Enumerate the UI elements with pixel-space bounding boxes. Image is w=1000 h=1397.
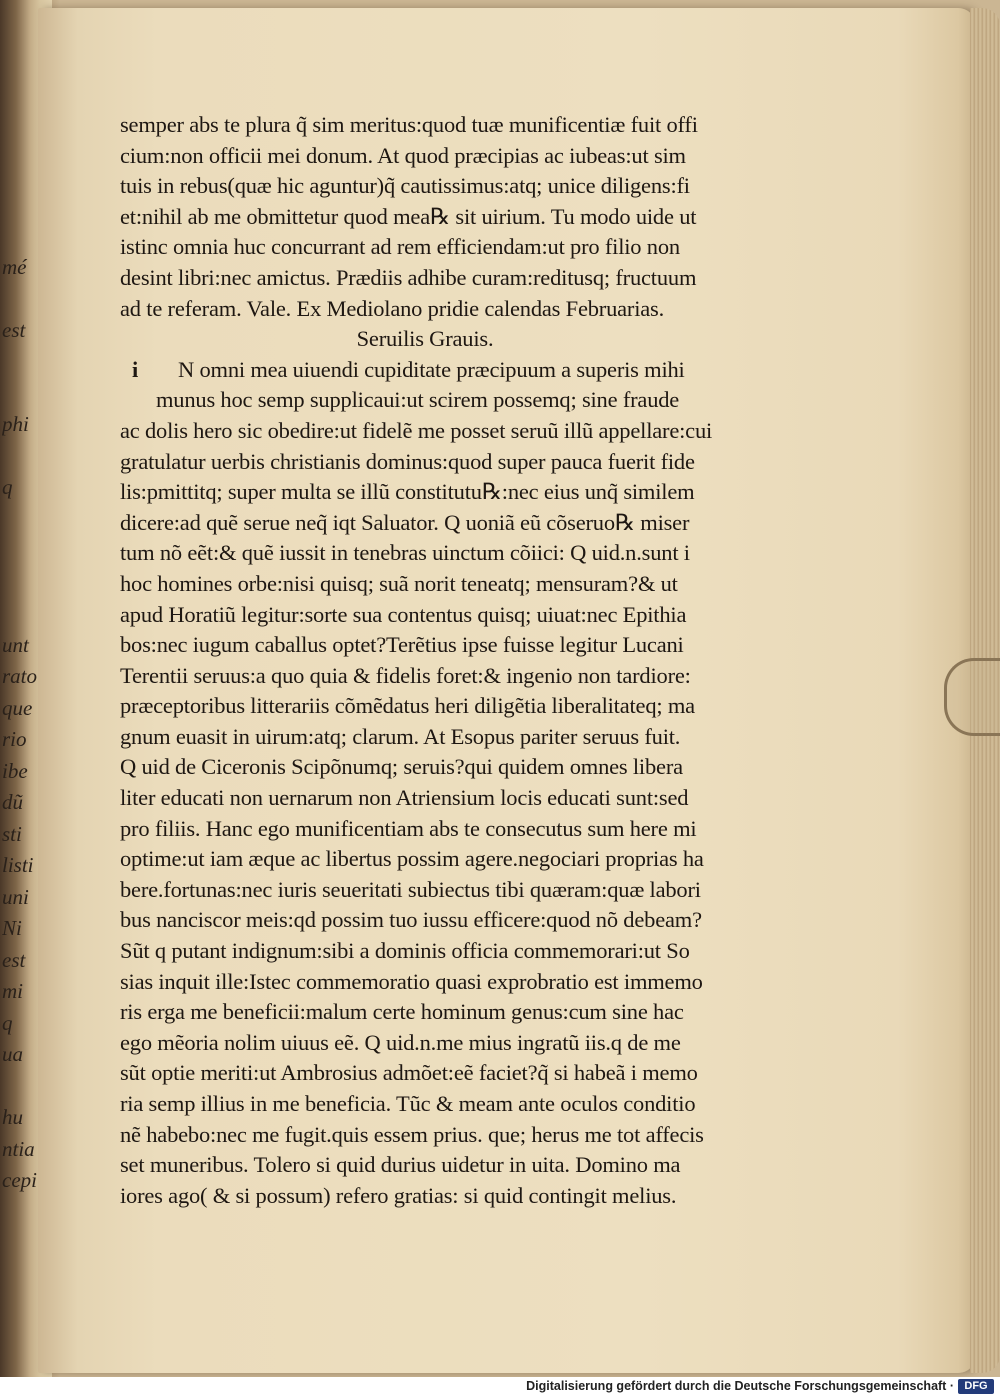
funding-credit: Digitalisierung gefördert durch die Deutsche Forschungsgemeinschaft · [526,1379,954,1393]
dfg-logo[interactable]: DFG [958,1379,994,1394]
text-line: optime:ut iam æque ac libertus possim agere.negociari proprias ha [120,846,704,872]
text-line: iores ago( & si possum) refero gratias: si quid contingit melius. [120,1182,677,1208]
text-line: set muneribus. Tolero si quid durius uidetur in uita. Domino ma [120,1152,681,1178]
text-line: munus hoc semp supplicaui:ut scirem possemq; sine fraude [156,387,680,413]
text-line: dicere:ad quẽ serue neq̃ iqt Saluator. Q uoniã eũ cõseruo℞ miser [120,509,690,535]
left-page-margin-text: mé est phi q unt rato que rio ibe dũ sti listi uni Ni est mi q ua hu ntia cepi [2,254,38,1192]
text-line: ris erga me beneficii:malum certe hominum genus:cum sine hac [120,999,684,1025]
text-line: lis:pmittitq; super multa se illũ constitutu℞:nec eius unq̃ similem [120,479,695,505]
text-line: Sũt q putant indignum:sibi a dominis officia commemorari:ut So [120,938,690,964]
text-line: apud Horatiũ legitur:sorte sua contentus quisq; uiuat:nec Epithia [120,601,687,627]
text-line: tum nõ eẽt:& quẽ iussit in tenebras uinctum cõiici: Q uid.n.sunt i [120,540,690,566]
page-text-block [120,110,770,1211]
text-line: semper abs te plura q̃ sim meritus:quod tuæ munificentiæ fuit offi [120,112,698,137]
text-line: gnum euasit in uirum:atq; clarum. At Esopus pariter seruus fuit. [120,723,681,749]
text-line: tuis in rebus(quæ hic aguntur)q̃ cautissimus:atq; unice diligens:fi [120,173,690,199]
text-line: istinc omnia huc concurrant ad rem efficiendam:ut pro filio non [120,234,680,260]
section-heading: Seruilis Grauis. [356,326,494,352]
text-line: nẽ habebo:nec me fugit.quis essem prius. que; herus me tot affecis [120,1121,704,1147]
text-line: cium:non officii mei donum. At quod præcipias ac iubeas:ut sim [120,142,686,168]
text-line: liter educati non uernarum non Atriensium locis educati sunt:sed [120,785,689,811]
text-line: Terentii seruus:a quo quia & fidelis foret:& ingenio non tardiore: [120,662,691,688]
text-line: hoc homines orbe:nisi quisq; suã norit teneatq; mensuram?& ut [120,570,678,596]
text-line: ad te referam. Vale. Ex Mediolano pridie calendas Februarias. [120,295,665,321]
text-line: pro filiis. Hanc ego munificentiam abs te consecutus sum here mi [120,815,697,841]
text-line: ac dolis hero sic obedire:ut fidelẽ me posset seruũ illũ appellare:cui [120,417,713,443]
text-line: ego mẽoria nolim uiuus eẽ. Q uid.n.me mius ingratũ iis.q de me [120,1029,681,1055]
text-line-content: N omni mea uiuendi cupiditate præcipuum a superis mihi [178,356,685,382]
text-line: gratulatur uerbis christianis dominus:quod super pauca fuerit fide [120,448,695,474]
text-line: desint libri:nec amictus. Prædiis adhibe curam:reditusq; fructuum [120,264,697,290]
text-line: sias inquit ille:Istec commemoratio quasi exprobratio est immemo [120,968,703,994]
page-clasp [944,658,1000,736]
text-line: sũt optie meriti:ut Ambrosius admõet:eẽ faciet?q̃ si habeã i memo [120,1060,698,1086]
footer-bar [0,1377,1000,1397]
text-line: Q uid de Ciceronis Scipõnumq; seruis?qui quidem omnes libera [120,754,683,780]
text-line: et:nihil ab me obmittetur quod mea℞ sit uirium. Tu modo uide ut [120,203,697,229]
paragraph-first-line [120,355,770,386]
guide-letter: i [132,356,139,382]
text-line: bos:nec iugum caballus optet?Terẽtius ipse fuisse legitur Lucani [120,632,684,658]
text-line: ria semp illius in me beneficia. Tũc & meam ante oculos conditio [120,1091,696,1116]
text-line: bus nanciscor meis:qd possim tuo iussu efficere:quod nõ debeam? [120,907,702,933]
text-line: bere.fortunas:nec iuris seueritati subiectus tibi quæram:quæ labori [120,876,701,902]
text-line: præceptoribus litterariis cõmẽdatus heri diligẽtia liberalitateq; ma [120,693,695,719]
